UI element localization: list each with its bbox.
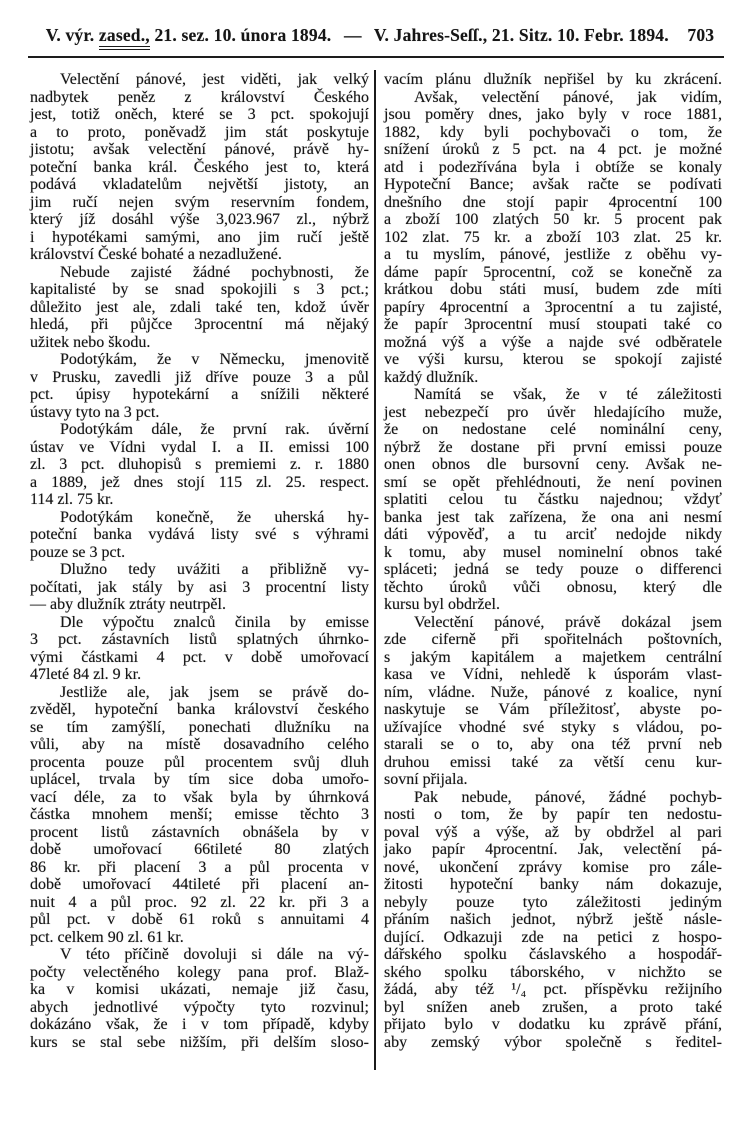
text-line: jest nebezpečí pro úvěr hledajícího muže, xyxy=(384,403,722,421)
header-rule xyxy=(28,56,724,58)
text-line: Velectění pánové, jest viděti, jak velký xyxy=(60,71,369,88)
text-line: který jíž dosáhl výše 3,023.967 zl., nýbrž xyxy=(30,211,369,228)
text-line: že on nedostane celé nominální ceny, xyxy=(384,421,722,438)
text-line: Velectění pánové, právě dokázal jsem xyxy=(414,613,722,631)
text-line: půl pct. v době 61 roků s annuitami 4 xyxy=(30,911,369,928)
text-line: pct. celkem 90 zl. 61 kr. xyxy=(30,928,184,946)
text-line: banka jest tak zařízena, že ona ani nesmí xyxy=(384,508,722,526)
text-line: žádá, aby též ¹/₄ pct. příspěvku režijního xyxy=(384,981,722,998)
text-line: jest, totiž oněch, které se 3 pct. spokojují xyxy=(30,106,369,123)
text-line: k tomu, aby musel nominelní obnos také xyxy=(384,543,722,561)
text-line: nadbytek peněz z království Českého xyxy=(30,88,369,106)
header-separator: — xyxy=(343,25,362,45)
text-line: splatiti celou tu částku najednou; vždyť xyxy=(384,491,722,508)
text-line: těchto úroků vůči obnosu, který dle xyxy=(384,578,722,596)
text-line: ského spolku táborského, v nichžto se xyxy=(384,963,722,981)
text-line: dářského spolku čáslavského a hospodář- xyxy=(384,946,722,963)
text-line: 47leté 84 zl. 9 kr. xyxy=(30,666,142,683)
text-line: 86 kr. při placení 3 a půl procenta v xyxy=(30,858,369,876)
text-line: době umořovací 66tileté 80 zlatých xyxy=(30,841,369,858)
text-line: žitosti hypoteční banky nám dokazuje, xyxy=(384,876,722,893)
text-line: ústav ve Vídni vydal I. a II. emissi 100 xyxy=(30,438,369,456)
text-line: druhou emissi také za větší cenu kur- xyxy=(384,753,722,771)
text-line: zl. 3 pct. dluhopisů s premiemi z. r. 1880 xyxy=(30,456,369,473)
text-line: jako papír 4procentní. Jak, velectění pá- xyxy=(384,841,722,858)
text-line: dnešního dne stojí papir 4procentní 100 xyxy=(384,193,722,211)
text-line: nebyly pouze tyto záležitosti jediným xyxy=(384,893,722,911)
text-line: — aby dlužník ztráty neutrpěl. xyxy=(30,596,226,613)
text-line: pct. úpisy hypotekární a snížili některé xyxy=(30,386,369,403)
text-line: možná výš a výše a najde své odběratele xyxy=(384,333,722,351)
text-line: Podotýkám konečně, že uherská hy- xyxy=(60,508,369,526)
text-line: Namítá se však, že v té záležitosti xyxy=(414,386,722,403)
text-line: ka v komisi ukázati, nemaje již času, xyxy=(30,981,369,998)
right-column xyxy=(384,71,722,1051)
text-line: jim ručí nejen svým reservním fondem, xyxy=(30,193,369,211)
text-line: nýbrž že dostane při první emissi pouze xyxy=(384,438,722,456)
page-number: 703 xyxy=(687,25,715,45)
text-line: vými částkami 4 pct. v době umořovací xyxy=(30,648,369,666)
text-line: krátkou dobu státi musí, budem zde míti xyxy=(384,281,722,298)
column-divider xyxy=(374,70,376,1070)
text-line: a to proto, poněvadž jim stát poskytuje xyxy=(30,123,369,141)
text-line: Dle výpočtu znalců činila by emisse xyxy=(60,613,369,631)
text-line: poteční banka vydává listy své s výhrami xyxy=(30,526,369,543)
text-line: 1882, kdy byli pochybovači o tom, že xyxy=(384,123,722,141)
text-line: době umořovací 44tileté při placení an- xyxy=(30,876,369,893)
header-czech-session: V. výr. xyxy=(45,25,95,45)
text-line: ve výši kursu, kterou se spokojí zajisté xyxy=(384,351,722,368)
text-line: abych jednotlivé výpočty tyto rozvinul; xyxy=(30,998,369,1016)
text-line: Jestliže ale, jak jsem se právě do- xyxy=(60,683,369,701)
text-line: smí se opět přehlédnouti, že není povinen xyxy=(384,473,722,491)
text-line: Podotýkám, že v Německu, jmenovitě xyxy=(60,351,369,368)
text-line: hledá, při půjčce 3procentní má nějaký xyxy=(30,316,369,333)
text-line: aby zemský výbor společně s ředitel- xyxy=(384,1033,722,1051)
text-line: byl snížen aneb zrušen, a proto také xyxy=(384,998,722,1016)
text-line: kursu byl obdržel. xyxy=(384,596,500,613)
text-line: a tu myslím, pánové, jestliže z oběhu vy- xyxy=(384,246,722,263)
text-line: poval výš a výše, až by obdržel al pari xyxy=(384,823,722,841)
text-line: vací déle, za to však byla by úhrnková xyxy=(30,788,369,806)
text-line: spláceti; jedná se tedy pouze o differenci xyxy=(384,561,722,578)
text-line: Avšak, velectění pánové, jak vidím, xyxy=(414,88,722,106)
text-line: 114 zl. 75 kr. xyxy=(30,491,114,508)
text-line: ústavy tyto na 3 pct. xyxy=(30,403,160,421)
text-line: nové, ukončení zprávy komise pro zále- xyxy=(384,858,722,876)
text-line: počty velectěného kolegy pana prof. Blaž- xyxy=(30,963,369,981)
text-line: jsou poměry dnes, jako byly v roce 1881, xyxy=(384,106,722,123)
text-line: částka mnohem menší; emisse těchto 3 xyxy=(30,806,369,823)
text-line: snížení úroků z 5 pct. na 4 pct. je možné xyxy=(384,141,722,158)
text-line: 3 pct. zástavních listů splatných úhrnko- xyxy=(30,631,369,648)
page-header xyxy=(40,25,720,46)
text-line: a 1889, jež dnes stojí 115 zl. 25. respect. xyxy=(30,473,369,491)
text-line: království České bohaté a nezadlužené. xyxy=(30,246,282,263)
header-german-session: V. Jahres-Seſſ., 21. Sitz. 10. Febr. 1894. xyxy=(373,25,669,45)
text-line: dující. Odkazuji zde na petici z hospo- xyxy=(384,928,722,946)
text-line: Pak nebude, pánové, žádné pochyb- xyxy=(414,788,722,806)
text-line: zvěděl, hypoteční banka království českého xyxy=(30,701,369,718)
text-line: jistotu; avšak velectění pánové, právě hy- xyxy=(30,141,369,158)
text-line: atd i podezřívána byla i obtíže se konaly xyxy=(384,158,722,176)
text-line: každý dlužník. xyxy=(384,368,479,386)
text-line: Hypoteční Bance; avšak račte se podívati xyxy=(384,176,722,193)
text-line: kurs se stal sebe nižším, při delším sloso- xyxy=(30,1033,369,1051)
text-line: 102 zlat. 75 kr. a zboží 103 zlat. 25 kr. xyxy=(384,228,722,246)
text-line: důležito jest ale, zdali také ten, kdož úvěr xyxy=(30,298,369,316)
text-line: nuit 4 a půl proc. 92 zl. 22 kr. při 3 a xyxy=(30,893,369,911)
text-line: starali se o to, aby ona též první neb xyxy=(384,736,722,753)
text-line: dáme papír 5procentní, což se konečně za xyxy=(384,263,722,281)
text-line: a zboží 100 zlatých 50 kr. 5 procent pak xyxy=(384,211,722,228)
text-line: přáním našich jednot, nýbrž ještě násle- xyxy=(384,911,722,928)
text-line: přijato bylo v dodatku ku zprávě přání, xyxy=(384,1016,722,1033)
left-column xyxy=(30,71,369,1051)
text-line: pouze se 3 pct. xyxy=(30,543,126,561)
text-line: zde ciferně při spořitelnách poštovních, xyxy=(384,631,722,648)
text-line: kapitalisté by se snad spokojili s 3 pct.; xyxy=(30,281,369,298)
text-line: Dlužno tedy uvážiti a přibližně vy- xyxy=(60,561,369,578)
header-czech-date: 21. sez. 10. února 1894. xyxy=(154,25,332,45)
text-line: dáti výpověď, a tu arciť nedojde nikdy xyxy=(384,526,722,543)
text-line: Nebude zajisté žádné pochybnosti, že xyxy=(60,263,369,281)
header-czech-underlined: zased., xyxy=(99,25,150,50)
text-line: procenta pouze půl procentem svůj dluh xyxy=(30,753,369,771)
text-line: poteční banka král. Českého jest to, která xyxy=(30,158,369,176)
text-line: Podotýkám dále, že první rak. úvěrní xyxy=(60,421,369,438)
text-line: v Prusku, zavedli již dříve pouze 3 a půl xyxy=(30,368,369,386)
text-line: se tím zamýšlí, ponechati dlužníku na xyxy=(30,718,369,736)
text-line: sovní přijala. xyxy=(384,771,468,788)
text-line: i hypotékami samými, ano jim ručí ještě xyxy=(30,228,369,246)
text-line: podává vkladatelům největší jistoty, an xyxy=(30,176,369,193)
text-line: uplácel, trvala by tím sice doba umořo- xyxy=(30,771,369,788)
text-line: dokázáno však, že i v tom případě, kdyby xyxy=(30,1016,369,1033)
text-line: kasa ve Vídni, nehledě k úsporám vlast- xyxy=(384,666,722,683)
text-line: nosti o tom, že by papír ten nedostu- xyxy=(384,806,722,823)
text-line: že papír 3procentní musí stoupati také co xyxy=(384,316,722,333)
text-line: užívajíce vhodné své styky s vládou, po- xyxy=(384,718,722,736)
text-line: užitek nebo škodu. xyxy=(30,333,151,351)
text-line: s jakým kapitálem a majetkem centrální xyxy=(384,648,722,666)
text-line: procent listů zástavních obnášela by v xyxy=(30,823,369,841)
text-line: vůli, aby na místě dosavadního celého xyxy=(30,736,369,753)
text-line: papíry 4procentní a 3procentní a tu zajisté, xyxy=(384,298,722,316)
text-line: ním, vládne. Nuže, pánové z koalice, nyní xyxy=(384,683,722,701)
text-line: V této příčině dovoluji si dále na vý- xyxy=(60,946,369,963)
text-line: počítati, jak stály by asi 3 procentní listy xyxy=(30,578,369,596)
text-line: onen obnos dle bursovní ceny. Avšak ne- xyxy=(384,456,722,473)
text-line: naskytuje se Vám příležitosť, abyste po- xyxy=(384,701,722,718)
text-line: vacím plánu dlužník nepřišel by ku zkrácení. xyxy=(384,71,722,88)
